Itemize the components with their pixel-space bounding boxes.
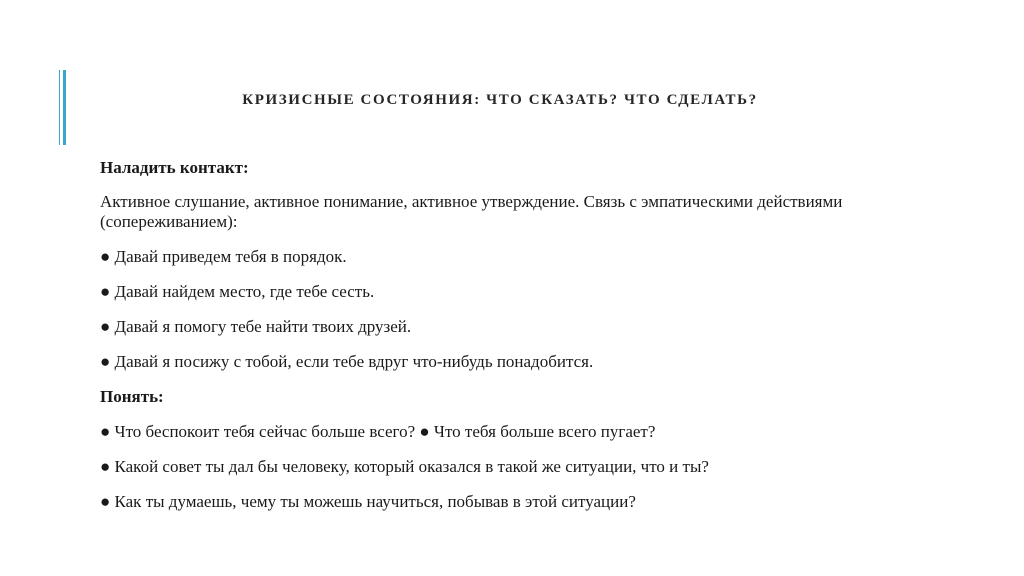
accent-bar-thin [59, 70, 60, 145]
contact-item-4: ● Давай я посижу с тобой, если тебе вдруг что-нибудь понадобится. [100, 352, 594, 371]
contact-intro: Активное слушание, активное понимание, активное утверждение. Связь с эмпатическими действиями (сопереживанием): [100, 192, 843, 231]
contact-item-2: ● Давай найдем место, где тебе сесть. [100, 282, 375, 301]
slide-title: КРИЗИСНЫЕ СОСТОЯНИЯ: ЧТО СКАЗАТЬ? ЧТО СДЕЛАТЬ? [242, 92, 758, 108]
contact-item-3: ● Давай я помогу тебе найти твоих друзей. [100, 317, 412, 336]
understand-heading: Понять: [100, 387, 164, 406]
contact-heading: Наладить контакт: [100, 158, 249, 177]
accent-bar-thick [63, 70, 66, 145]
understand-item-3: ● Как ты думаешь, чему ты можешь научиться, побывав в этой ситуации? [100, 492, 636, 511]
understand-item-1: ● Что беспокоит тебя сейчас больше всего? ● Что тебя больше всего пугает? [100, 422, 656, 441]
understand-item-2: ● Какой совет ты дал бы человеку, который оказался в такой же ситуации, что и ты? [100, 457, 709, 476]
contact-item-1: ● Давай приведем тебя в порядок. [100, 247, 347, 266]
slide-content [100, 158, 920, 512]
